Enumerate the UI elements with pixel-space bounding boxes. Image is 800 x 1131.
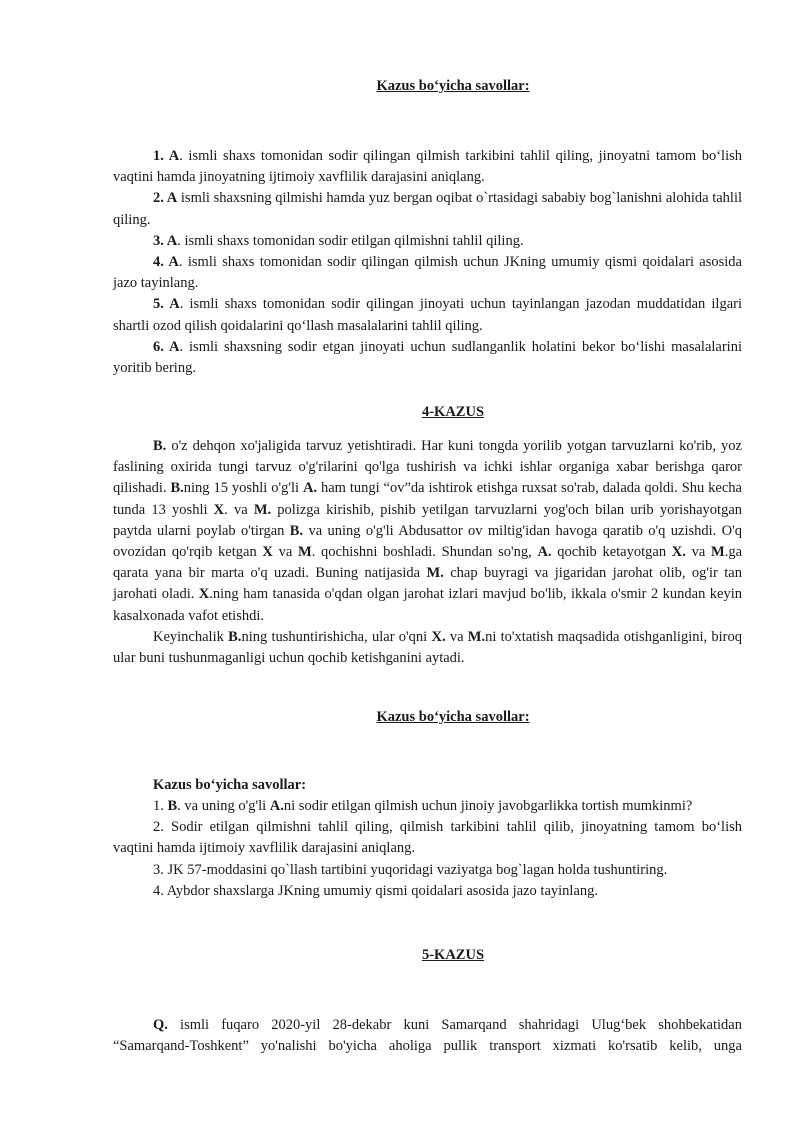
section1-question-list — [113, 146, 742, 379]
question-item — [113, 817, 742, 859]
case-paragraph — [113, 627, 742, 669]
bold-text-run: A — [166, 232, 178, 249]
text-run: va — [685, 544, 712, 561]
text-run: . ismli shaxsning sodir etgan jinoyati uchun sudlanganlik holatini bekor bo‘lishi masalalarini yoritib bering. — [113, 338, 742, 377]
text-run: ismli shaxsning qilmishi hamda yuz bergan oqibat o`rtasidagi sababiy bog`lanishni alohida tahlil qiling. — [113, 190, 742, 228]
text-run: ning 15 yoshli o'g'li — [183, 480, 303, 497]
text-run: 4. Aybdor shaxslarga JKning umumiy qismi qoidalari asosida jazo tayinlang. — [153, 882, 599, 899]
bold-text-run: A — [169, 338, 180, 355]
bold-text-run: B — [167, 798, 178, 814]
questions-heading: Kazus bo‘yicha savollar: — [376, 709, 530, 725]
bold-text-run: A — [169, 296, 180, 313]
section-heading: Kazus bo‘yicha savollar: — [376, 78, 530, 94]
text-run: .ga qarata yana bir marta o'q uzadi. Buning natijasida — [113, 544, 743, 582]
bold-text-run: M — [711, 544, 725, 561]
text-run: ham tungi “ov”da ishtirok etishga ruxsat so'rab, dalada qoldi. Shu kecha tunda 13 yoshli — [113, 480, 742, 518]
bold-text-run: 6. — [153, 338, 169, 355]
bold-text-run: A — [166, 190, 178, 207]
text-run: . ismli shaxs tomonidan sodir etilgan qilmishni tahlil qiling. — [177, 232, 524, 249]
text-run: 2. Sodir etilgan qilmishni tahlil qiling, qilmish tarkibini tahlil qilib, jinoyatning tamom bo‘lish vaqtini hamda ijtimoiy xavflilik darajasini aniqlang. — [113, 819, 742, 857]
text-run: . ismli shaxs tomonidan sodir qilingan qilmish uchun JKning umumiy qismi qoidalari asosida jazo tayinlang. — [113, 254, 742, 292]
bold-text-run: 4. — [153, 254, 169, 271]
text-run: chap buyragi va jigaridan jarohat olib, og'ir tan jarohati oladi. — [113, 565, 742, 603]
bold-text-run: A. — [302, 480, 318, 497]
text-run: . ismli shaxs tomonidan sodir qilingan jinoyati uchun tayinlangan jazodan muddatidan ilgari shartli ozod qilish qoidalarini qo‘llash masalalarini tahlil qiling. — [113, 296, 742, 334]
question-item — [113, 146, 742, 188]
question-item — [113, 231, 742, 252]
text-run: qochib ketayotgan — [551, 544, 672, 561]
text-run: va — [445, 628, 468, 645]
text-run: 3. JK 57-moddasini qo`llash tartibini yuqoridagi vaziyatga bog`lagan holda tushuntiring. — [153, 861, 668, 878]
text-run: ni to'xtatish maqsadida otishganligini, biroq ular buni tushunmaganligi uchun qochib ketishganini aytadi. — [113, 628, 742, 667]
question-item — [113, 337, 742, 379]
text-run: va uning o'g'li Abdusattor ov miltig'idan havoga qaratib o'q uzishdi. O'q ovozidan qo'rqib ketgan — [113, 522, 742, 561]
case-heading: 4-KAZUS — [421, 404, 485, 420]
text-run: . qochishni boshladi. Shundan so'ng, — [311, 544, 538, 561]
question-item — [113, 294, 742, 336]
text-run: polizga kirishib, pishib yetilgan tarvuzlarni yog'och bilan urib yorishayotgan paytda ularni poylab o'tirgan — [113, 501, 742, 539]
question-item — [113, 881, 742, 902]
questions-label: Kazus bo‘yicha savollar: — [153, 777, 307, 793]
bold-text-run: X — [198, 586, 210, 603]
case4-question-list — [113, 796, 742, 902]
bold-text-run: 1. — [153, 148, 169, 164]
case5-body — [113, 1015, 742, 1057]
bold-text-run: Q. — [153, 1017, 168, 1033]
bold-text-run: A. — [269, 798, 284, 814]
bold-text-run: X. — [671, 544, 686, 561]
question-item — [113, 796, 742, 817]
text-run: va — [272, 544, 299, 561]
text-run: 1. — [153, 798, 168, 814]
bold-text-run: X — [213, 501, 225, 518]
question-item — [113, 188, 742, 230]
text-run: o'z dehqon xo'jaligida tarvuz yetishtiradi. Har kuni tongda yorilib yotgan tarvuzlarni ko'rib, yoz faslining oxirida tungi tarvuz o'g'rilarini qo'lga tushirish va ichki ishlar organiga xabar berishga qaror qilishadi. — [113, 438, 742, 497]
case-paragraph — [113, 436, 742, 627]
bold-text-run: M. — [467, 628, 486, 645]
bold-text-run: A. — [537, 544, 552, 561]
bold-text-run: X. — [431, 628, 446, 645]
text-run: . va — [224, 501, 254, 518]
question-item — [113, 252, 742, 294]
text-run: Keyinchalik — [153, 628, 229, 645]
case-heading: 5-KAZUS — [421, 947, 485, 963]
bold-text-run: 5. — [153, 296, 170, 313]
bold-text-run: B. — [153, 438, 167, 454]
bold-text-run: A — [168, 148, 180, 164]
text-run: . ismli shaxs tomonidan sodir qilingan qilmish tarkibini tahlil qiling, jinoyatni tamom bo‘lish vaqtini hamda jinoyatning ijtimoiy xavflilik darajasini aniqlang. — [113, 148, 742, 186]
text-run: . va uning o'g'li — [177, 798, 270, 814]
bold-text-run: X — [262, 544, 273, 561]
text-run: ismli fuqaro 2020-yil 28-dekabr kuni Samarqand shahridagi Ulug‘bek shohbekatidan “Samarqand-Toshkent” yo'nalishi bo'yicha aholiga pullik transport xizmati ko'rsatib kelib, unga — [113, 1017, 742, 1055]
bold-text-run: B. — [289, 522, 304, 539]
text-run: ni sodir etilgan qilmish uchun jinoiy javobgarlikka tortish mumkinmi? — [283, 798, 693, 814]
text-run: .ning ham tanasida o'qdan olgan jarohat izlari mavjud bo'lib, ikkala o'smir 2 kundan keyin kasalxonada vafot etishdi. — [113, 586, 742, 624]
question-item — [113, 860, 742, 881]
text-run: ning tushuntirishicha, ular o'qni — [241, 628, 432, 645]
bold-text-run: 2. — [153, 190, 167, 207]
case-paragraph — [113, 1015, 742, 1057]
bold-text-run: B. — [170, 480, 184, 497]
bold-text-run: A — [168, 254, 179, 271]
bold-text-run: M. — [253, 501, 272, 518]
bold-text-run: M. — [426, 565, 444, 582]
bold-text-run: 3. — [153, 232, 167, 249]
case4-body — [113, 436, 742, 669]
bold-text-run: B. — [228, 628, 242, 645]
bold-text-run: M — [298, 544, 312, 561]
